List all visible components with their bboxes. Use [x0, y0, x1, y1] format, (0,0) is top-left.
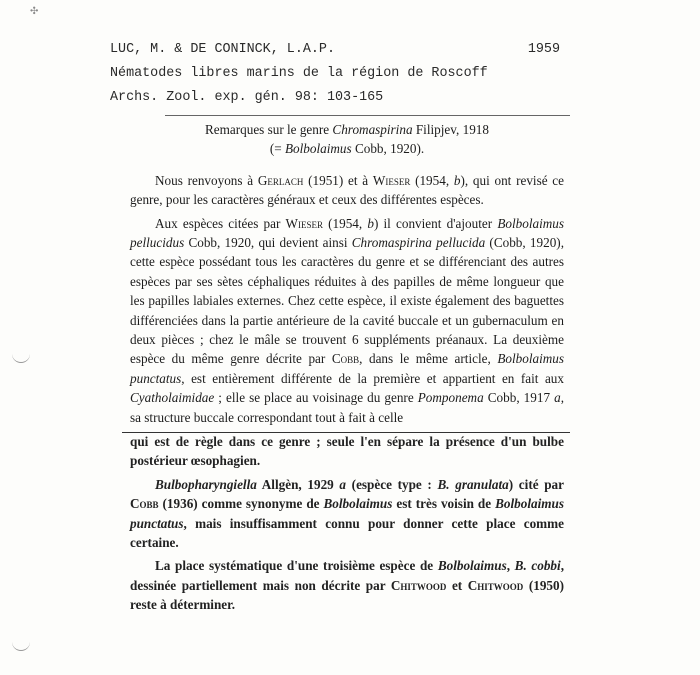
genus-name: Bolbolaimus [437, 558, 507, 574]
margin-hole-mark [12, 640, 30, 651]
species-name: Bolbolaimus punctatus [130, 351, 564, 386]
ref-title: Nématodes libres marins de la région de Roscoff [110, 66, 488, 81]
species-name: B. cobbi [514, 558, 561, 574]
author-name: Chitwood [467, 577, 524, 593]
title-text: (= [269, 141, 285, 157]
ref-authors: LUC, M. & DE CONINCK, L.A.P. [110, 42, 335, 57]
ref-year: 1959 [527, 42, 560, 57]
paragraph-3: qui est de règle dans ce genre ; seule l'en sépare la présence d'un bulbe postérieur œsophagien. [130, 434, 564, 469]
text-block-lower [130, 432, 564, 615]
text-block-upper [130, 120, 564, 427]
author-name: Cobb [331, 351, 360, 367]
title-synonym: Bolbolaimus [284, 141, 352, 157]
species-name: Bolbolaimus punctatus [130, 496, 564, 531]
author-name: Wieser [372, 172, 411, 188]
genus-name: Pomponema [417, 390, 484, 406]
margin-hole-mark [12, 352, 30, 363]
author-name: Wieser [285, 215, 323, 231]
author-name: Cobb [130, 496, 159, 512]
paragraph-2: Aux espèces citées par Wieser (1954, b) il convient d'ajouter Bolbolaimus pellucidus Cobb, 1920, qui devient ainsi Chromaspirina pellucida (Cobb, 1920), cette espèce possédant tous les caractères du genre et se différenciant des autres espèces par ses sètes céphaliques réduites à des papilles de même longueur que les papilles labiales externes. Chez cette espèce, il existe également des baguettes différenciées dans la partie antérieure de la cavité buccale et un gubernaculum en deux pièces ; chez le mâle se trouvent 6 suppléments préanaux. La deuxième espèce du même genre décrite par Cobb, dans le même article, Bolbolaimus punctatus, est entièrement différente de la première et appartient en fait aux Cyatholaimidae ; elle se place au voisinage du genre Pomponema Cobb, 1917 a, sa structure buccale correspondant tout à fait à celle [130, 215, 565, 425]
species-name: Bolbolaimus pellucidus [130, 215, 564, 251]
author-name: Gerlach [257, 172, 304, 188]
genus-name: Bulbopharyngiella [155, 476, 257, 492]
author-name: Chitwood [390, 577, 447, 593]
ref-authors-line [110, 42, 560, 57]
title-author: Cobb, 1920). [351, 141, 425, 157]
species-name: Chromaspirina pellucida [351, 235, 486, 251]
margin-mark: ✣ [30, 6, 39, 17]
paragraph-4: Bulbopharyngiella Allgèn, 1929 a (espèce type : B. granulata) cité par Cobb (1936) comme synonyme de Bolbolaimus est très voisin de Bolbolaimus punctatus, mais insuffisamment connu pour donner cette place comme certaine. [130, 476, 565, 551]
title-genus: Chromaspirina [332, 122, 413, 137]
paragraph-5: La place systématique d'une troisième espèce de Bolbolaimus, B. cobbi, dessinée partiellement mais non décrite par Chitwood et Chitwood (1950) reste à déterminer. [130, 558, 564, 613]
species-name: B. granulata [437, 476, 509, 492]
genus-name: Bolbolaimus [323, 496, 393, 512]
divider [165, 115, 570, 116]
title-author: Filipjev, 1918 [412, 122, 489, 137]
paragraph-1: Nous renvoyons à Gerlach (1951) et à Wieser (1954, b), qui ont revisé ce genre, pour les caractères généraux et ceux des différentes espèces. [130, 172, 565, 208]
section-title [130, 120, 564, 159]
title-text: Remarques sur le genre [204, 122, 333, 137]
family-name: Cyatholaimidae [130, 390, 215, 406]
ref-journal: Archs. Zool. exp. gén. 98: 103-165 [110, 90, 384, 105]
